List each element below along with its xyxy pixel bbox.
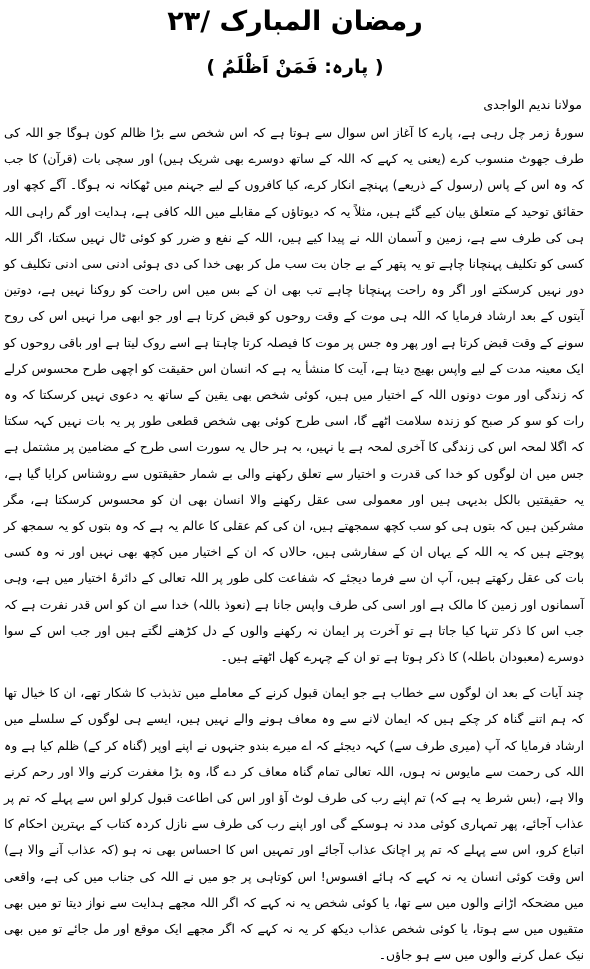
page-title: ۲۳/ رمضان المبارک xyxy=(167,6,423,37)
paragraph: چند آیات کے بعد ان لوگوں سے خطاب ہے جو ایمان قبول کرنے کے معاملے میں تذبذب کا شکار تھے، ان کا خیال تھا کہ ہم اتنے گناہ کر چکے ہیں کہ ایمان لانے سے وہ معاف ہونے والے نہیں ہیں، ایسے ہی لوگوں کے سلسلے میں ارشاد فرمایا کہ آپ (میری طرف سے) کہہ دیجئے کہ اے میرے بندو جنہوں نے اپنے اوپر (گناہ کر کے) ظلم کیا ہے وہ اللہ کی رحمت سے مایوس نہ ہوں، اللہ تعالی تمام گناہ معاف کر دے گا، وہ بڑا مغفرت کرنے والا اور رحم کرنے والا ہے، (بس شرط یہ ہے کہ) تم اپنے رب کی طرف لوٹ آؤ اور اس کی اطاعت قبول کرلو اس سے پہلے کہ تم پر عذاب آجائے، پھر تمہاری کوئی مدد نہ ہوسکے گی اور اپنے رب کی طرف سے نازل کردہ کتاب کے بہترین احکام کا اتباع کرو، اس سے پہلے کہ تم پر اچانک عذاب آجائے اور تمہیں اس کا احساس بھی نہ ہو (کہ عذاب آنے والا ہے) اس وقت کوئی انسان یہ نہ کہے کہ ہائے افسوس! اس کوتاہی پر جو میں نے اللہ کی جناب میں کی ہے، واقعی میں مضحکہ اڑانے والوں میں سے تھا، یا کوئی شخص یہ نہ کہے کہ اگر اللہ مجھے ہدایت سے نواز دیتا تو میں بھی متقیوں میں سے ہوتا، یا کوئی شخص عذاب دیکھ کر یہ نہ کہے کہ اگر مجھے ایک موقع اور مل جائے تو میں بھی نیک عمل کرنے والوں میں سے ہو جاؤں۔ xyxy=(4,686,584,963)
paragraph-divider xyxy=(4,670,584,680)
page-subtitle: ( پارہ: فَمَنْ اَظْلَمُ ) xyxy=(206,56,384,78)
paragraph: سورۂ زمر چل رہی ہے، پارے کا آغاز اس سوال سے ہوتا ہے کہ اس شخص سے بڑا ظالم کون ہوگا جو اللہ کی طرف جھوٹ منسوب کرے (یعنی یہ کہے کہ اللہ کے ساتھ دوسرے بھی شریک ہیں) اور سچی بات (قرآن) کا جب کہ وہ اس کے پاس (رسول کے ذریعے) پہنچے انکار کرے، کیا کافروں کے لیے جہنم میں ٹھکانہ نہ ہوگا۔ آگے کچھ اور حقائق توحید کے متعلق بیان کیے گئے ہیں، مثلاً یہ کہ دیوتاؤں کے مقابلے میں اللہ کافی ہے، ہدایت اور گم راہی اللہ ہی کی طرف سے ہے، زمین و آسمان اللہ نے پیدا کیے ہیں، اللہ کے نفع و ضرر کو کوئی ٹال نہیں سکتا، اگر اللہ کسی کو تکلیف پہنچانا چاہے تو یہ پتھر کے بے جان بت سب مل کر بھی خدا کی دی ہوئی ادنی سی ادنی تکلیف کو دور نہیں کرسکتے اور اگر وہ راحت پہنچانا چاہے تب بھی ان کے بس میں اس راحت کو روکنا نہیں ہے، دوتین آیتوں کے بعد ارشاد فرمایا کہ اللہ ہی موت کے وقت روحوں کو قبض کرتا ہے اور جو ابھی مرا نہیں اس کی روح سونے کے وقت قبض کرتا ہے اور پھر وہ جس پر موت کا فیصلہ کرتا چاہتا ہے اسے روک لیتا ہے اور باقی روحوں کو ایک معینہ مدت کے لیے واپس بھیج دیتا ہے، آیت کا منشأ یہ ہے کہ انسان اس حقیقت کو اچھی طرح محسوس کرلے کہ زندگی اور موت دونوں اللہ کے اختیار میں ہیں، کوئی شخص بھی یقین کے ساتھ یہ دعوی نہیں کرسکتا کہ وہ رات کو سو کر صبح کو زندہ سلامت اٹھے گا، اسی طرح کوئی بھی شخص قطعی طور پر یہ بات نہیں کہہ سکتا کہ اگلا لمحہ اس کی زندگی کا آخری لمحہ ہے یا نہیں، بہ ہر حال یہ سورت اسی طرح کے مضامین پر مشتمل ہے جس میں ان لوگوں کو خدا کی قدرت و اختیار سے تعلق رکھنے والی بے شمار حقیقتوں سے روشناس کرایا گیا ہے، یہ حقیقتیں بالکل بدیہی ہیں اور معمولی سی عقل رکھنے والا انسان بھی ان کو محسوس کرسکتا ہے، مگر مشرکین ہیں کہ بتوں ہی کو سب کچھ سمجھتے ہیں، ان کی کم عقلی کا عالم یہ ہے کہ وہ بتوں کو یہ سمجھ کر پوجتے ہیں کہ یہ اللہ کے یہاں ان کے سفارشی ہیں، حالاں کہ ان کے اختیار میں کچھ بھی نہیں اور نہ وہ کسی بات کی عقل رکھتے ہیں، آپ ان سے فرما دیجئے کہ شفاعت کلی طور پر اللہ تعالی کے دائرۂ اختیار میں ہے، وہی آسمانوں اور زمین کا مالک ہے اور اسی کی طرف واپس جانا ہے (نعوذ باللہ) خدا سے ان کو اس قدر نفرت ہے کہ جب اس کا ذکر تنہا کیا جاتا ہے تو آخرت پر ایمان نہ رکھنے والوں کے دل کڑھنے لگتے ہیں اور جب اس کے سوا دوسرے (معبودان باطلہ) کا ذکر ہوتا ہے تو ان کے چہرے کھل اٹھتے ہیں۔ xyxy=(4,126,584,665)
article-body xyxy=(4,120,584,969)
author-name: مولانا ندیم الواجدی xyxy=(483,97,582,112)
